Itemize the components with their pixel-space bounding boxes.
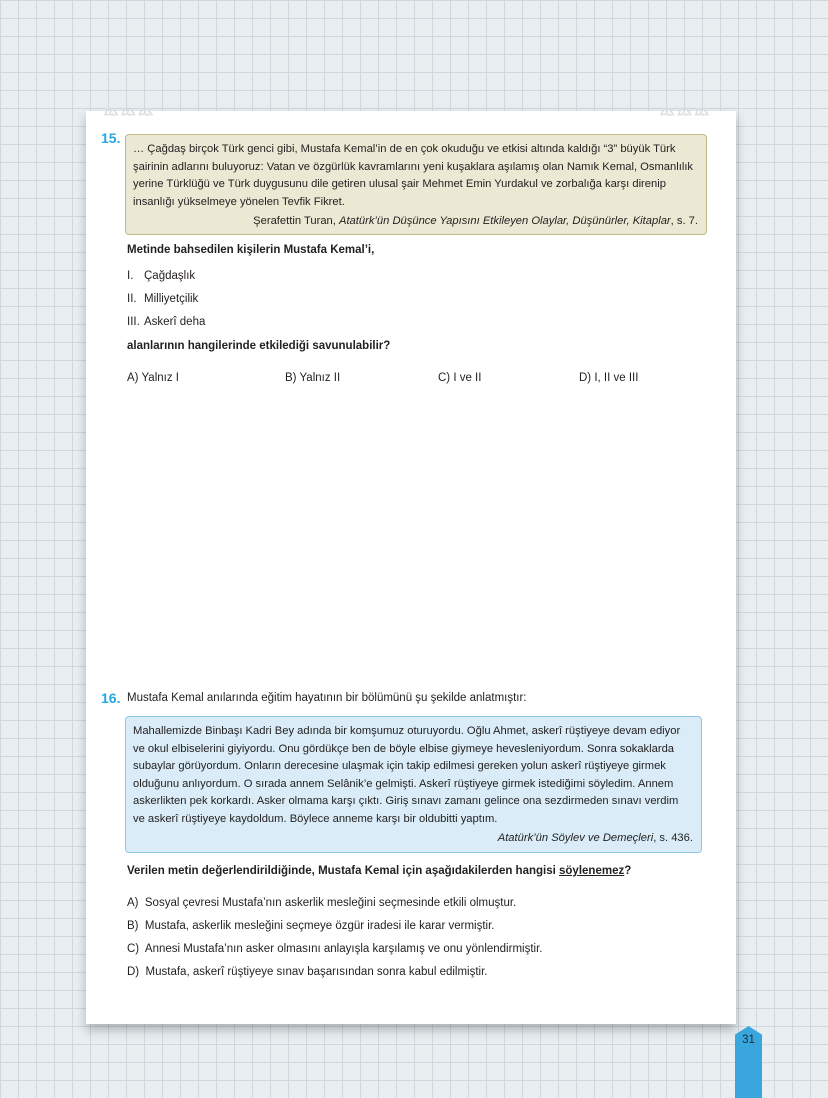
question-16-stem bbox=[127, 865, 631, 877]
source-page: , s. 7. bbox=[670, 215, 698, 227]
roman-numeral: II. bbox=[127, 293, 137, 305]
roman-numeral: III. bbox=[127, 316, 140, 328]
option-text: Mustafa, askerlik mesleğini seçmeye özgür iradesi ile karar vermiştir. bbox=[144, 920, 495, 932]
question-16-lead: Mustafa Kemal anılarında eğitim hayatının bir bölümünü şu şekilde anlatmıştır: bbox=[127, 692, 527, 704]
option-letter: C) bbox=[127, 943, 140, 955]
option-text: Mustafa, askerî rüştiyeye sınav başarısından sonra kabul edilmiştir. bbox=[145, 966, 488, 978]
roman-item-2 bbox=[127, 293, 198, 305]
question-15-option-c[interactable]: C) I ve II bbox=[438, 372, 482, 384]
question-15-option-d[interactable]: D) I, II ve III bbox=[579, 372, 639, 384]
decorative-marks-left: 𝄉𝄉𝄉 bbox=[104, 105, 156, 127]
source-author: Şerafettin Turan, bbox=[253, 215, 339, 227]
question-16-number: 16. bbox=[101, 690, 121, 706]
question-16-quote-text: Mahallemizde Binbaşı Kadri Bey adında bir komşumuz oturuyordu. Oğlu Ahmet, askerî rüştiyeye devam ediyor ve okul elbiselerini giyiyordu. Onu gördükçe ben de böyle elbise giymeye hevesleniyordum. Sonra sokaklarda subaylar görüyordum. Onların derecesine ulaşmak için takip edilmesi gereken yolun askerî rüştiyeye girmek olduğunu anlıyordum. O sırada annem Selânik’e gelmişti. Askerî rüştiyeye girmek istediğimi söyledim. Annem askerlikten pek korkardı. Asker olmama karşı çıktı. Giriş sınavı zamanı gelince ona sezdirmeden sınavı verdim ve askerî rüştiyeye kaydoldum. Böylece anneme karşı bir oldubitti yaptım. bbox=[133, 725, 681, 825]
option-letter: B) bbox=[127, 920, 139, 932]
roman-item-text: Milliyetçilik bbox=[144, 293, 199, 305]
option-letter: A) bbox=[127, 897, 139, 909]
roman-item-text: Çağdaşlık bbox=[144, 270, 196, 282]
question-15-number: 15. bbox=[101, 130, 121, 146]
decorative-marks-right: 𝄉𝄉𝄉 bbox=[660, 105, 712, 127]
question-16-quote-box bbox=[125, 716, 702, 853]
question-16-option-d[interactable] bbox=[127, 966, 488, 978]
page-number: 31 bbox=[742, 1034, 755, 1046]
question-15-question: alanlarının hangilerinde etkilediği savunulabilir? bbox=[127, 340, 391, 352]
stem-text: Verilen metin değerlendirildiğinde, Mustafa Kemal için aşağıdakilerden hangisi bbox=[127, 865, 560, 877]
option-text: Sosyal çevresi Mustafa’nın askerlik mesleğini seçmesinde etkili olmuştur. bbox=[144, 897, 517, 909]
stem-negative-word: söylenemez bbox=[559, 865, 625, 877]
stem-qmark: ? bbox=[624, 865, 632, 877]
roman-item-3 bbox=[127, 316, 205, 328]
roman-item-1 bbox=[127, 270, 195, 282]
source-title: Atatürk’ün Düşünce Yapısını Etkileyen Olaylar, Düşünürler, Kitaplar bbox=[338, 215, 671, 227]
question-15-stem: Metinde bahsedilen kişilerin Mustafa Kemal’i, bbox=[127, 244, 375, 256]
source-page: , s. 436. bbox=[653, 832, 693, 844]
question-15-quote-box bbox=[125, 134, 707, 235]
question-15-option-b[interactable]: B) Yalnız II bbox=[285, 372, 341, 384]
question-15-source bbox=[133, 213, 698, 231]
question-16-option-b[interactable] bbox=[127, 920, 494, 932]
option-letter: D) bbox=[127, 966, 140, 978]
roman-item-text: Askerî deha bbox=[144, 316, 206, 328]
question-16-source bbox=[133, 830, 693, 848]
option-text: Annesi Mustafa’nın asker olmasını anlayışla karşılamış ve onu yönlendirmiştir. bbox=[144, 943, 543, 955]
roman-numeral: I. bbox=[127, 270, 134, 282]
source-title: Atatürk’ün Söylev ve Demeçleri bbox=[497, 832, 654, 844]
question-15-option-a[interactable]: A) Yalnız I bbox=[127, 372, 179, 384]
question-16-option-a[interactable] bbox=[127, 897, 516, 909]
question-15-quote-text: … Çağdaş birçok Türk genci gibi, Mustafa Kemal’in de en çok okuduğu ve etkisi altında kaldığı “3” büyük Türk şairinin adlarını buluyoruz: Vatan ve özgürlük kavramlarını yeni kuşaklara aşılamış olan Namık Kemal, Osmanlılık yerine Türklüğü ve Türk duygusunu dile getiren ulusal şair Mehmet Emin Yurdakul ve zorbalığa karşı direnip insanlığı yükselmeye yönelen Tevfik Fikret. bbox=[133, 143, 694, 208]
question-16-option-c[interactable] bbox=[127, 943, 542, 955]
